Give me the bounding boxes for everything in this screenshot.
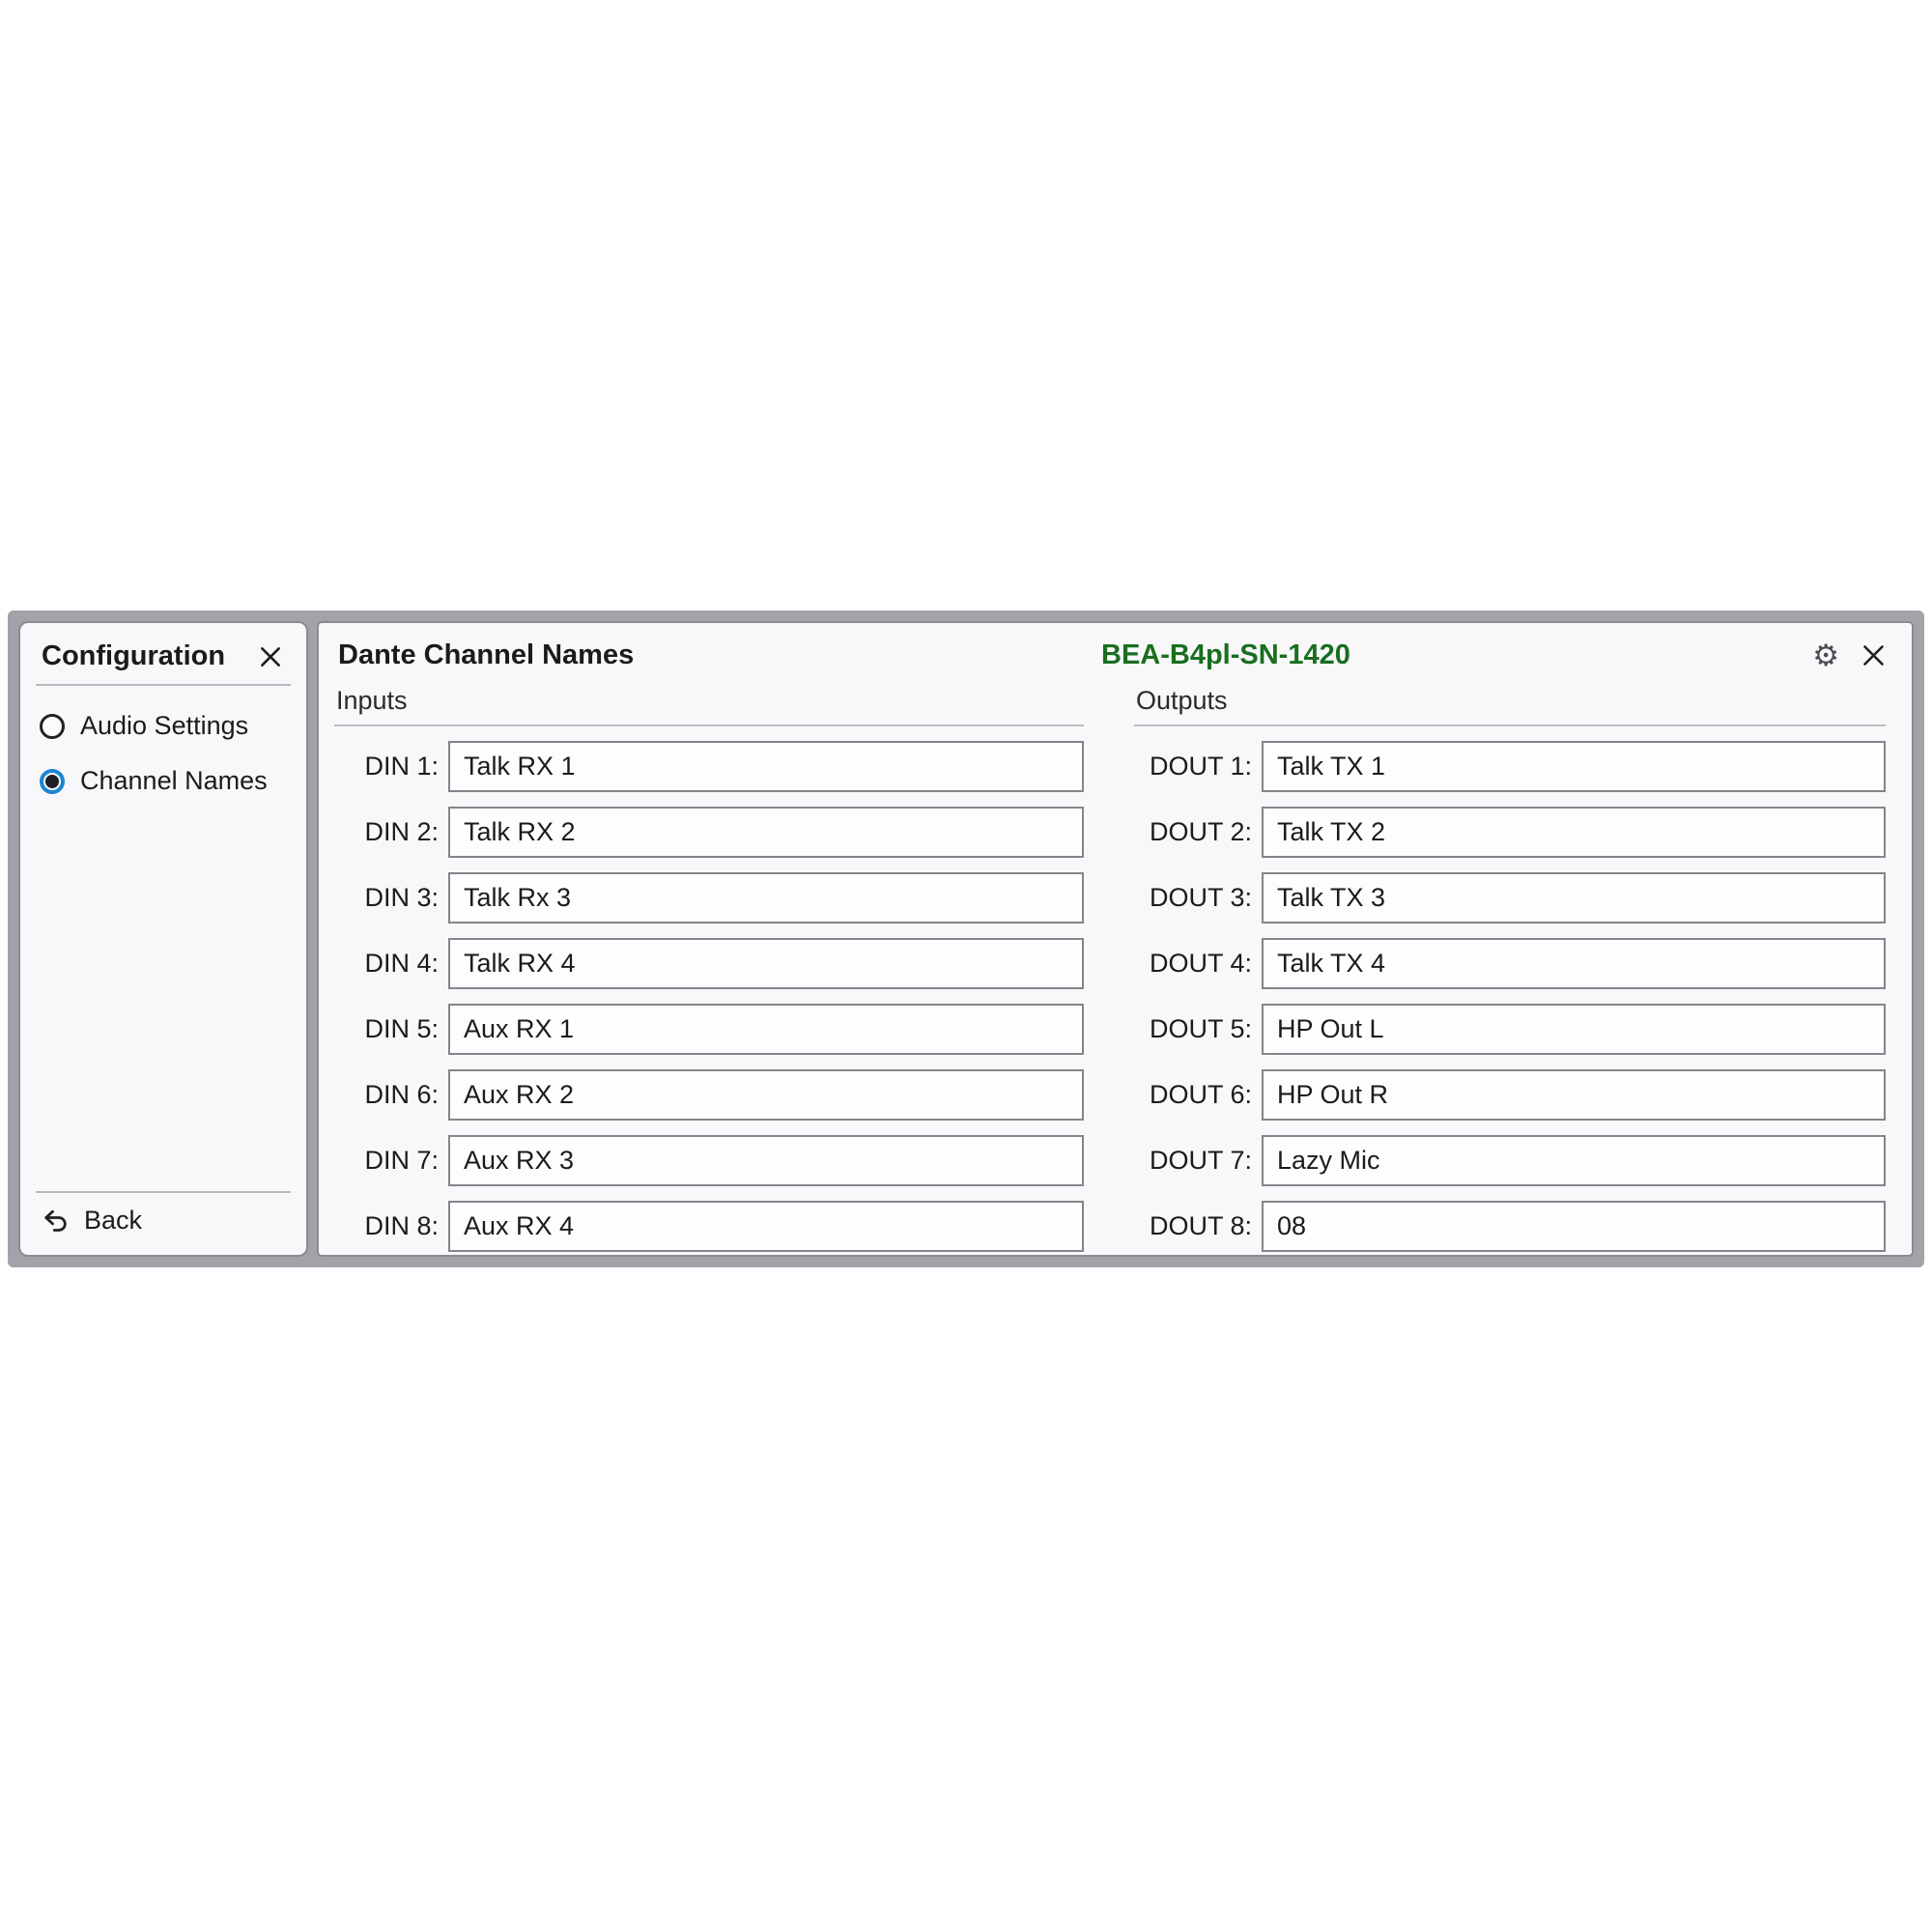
back-arrow-icon xyxy=(42,1208,71,1235)
field-label: DIN 1: xyxy=(364,752,439,781)
field-label: DOUT 7: xyxy=(1149,1146,1252,1175)
din-7-input[interactable] xyxy=(448,1135,1084,1186)
din-1-row xyxy=(334,741,1084,792)
outputs-section-label: Outputs xyxy=(1134,686,1886,726)
radio-button-icon xyxy=(40,714,65,739)
x-icon xyxy=(1861,642,1887,668)
x-icon xyxy=(258,644,283,669)
field-label: DOUT 8: xyxy=(1149,1211,1252,1240)
sidebar-close-button[interactable] xyxy=(256,642,285,671)
din-3-input[interactable] xyxy=(448,872,1084,923)
inputs-column xyxy=(334,686,1084,1266)
dout-6-row xyxy=(1134,1069,1886,1121)
dout-5-input[interactable] xyxy=(1262,1004,1886,1055)
main-header xyxy=(319,623,1912,672)
field-label: DIN 7: xyxy=(364,1146,439,1175)
dout-5-row xyxy=(1134,1004,1886,1055)
sidebar-radio-list xyxy=(40,711,306,796)
configuration-sidebar xyxy=(18,621,308,1257)
panel-close-button[interactable] xyxy=(1859,640,1889,670)
field-label: DIN 2: xyxy=(364,817,439,846)
back-label: Back xyxy=(84,1206,143,1235)
din-5-row xyxy=(334,1004,1084,1055)
dout-3-input[interactable] xyxy=(1262,872,1886,923)
dout-1-input[interactable] xyxy=(1262,741,1886,792)
settings-button[interactable] xyxy=(1810,639,1841,672)
din-5-input[interactable] xyxy=(448,1004,1084,1055)
sidebar-item-channel-names[interactable] xyxy=(40,766,306,796)
gear-icon: ⚙ xyxy=(1812,639,1839,672)
back-button[interactable] xyxy=(20,1193,306,1255)
sidebar-title: Configuration xyxy=(42,640,226,671)
inputs-section-label: Inputs xyxy=(334,686,1084,726)
field-label: DIN 4: xyxy=(364,949,439,978)
outputs-column xyxy=(1134,686,1886,1266)
field-label: DIN 3: xyxy=(364,883,439,912)
din-6-input[interactable] xyxy=(448,1069,1084,1121)
channel-columns xyxy=(319,672,1912,1266)
dout-3-row xyxy=(1134,872,1886,923)
dout-8-input[interactable] xyxy=(1262,1201,1886,1252)
radio-button-icon xyxy=(40,769,65,794)
dout-8-row xyxy=(1134,1201,1886,1252)
dout-6-input[interactable] xyxy=(1262,1069,1886,1121)
din-8-input[interactable] xyxy=(448,1201,1084,1252)
field-label: DOUT 6: xyxy=(1149,1080,1252,1109)
field-label: DIN 8: xyxy=(364,1211,439,1240)
field-label: DOUT 5: xyxy=(1149,1014,1252,1043)
field-label: DIN 6: xyxy=(364,1080,439,1109)
dout-7-row xyxy=(1134,1135,1886,1186)
din-2-input[interactable] xyxy=(448,807,1084,858)
dante-channel-names-panel xyxy=(317,621,1914,1257)
sidebar-item-audio-settings[interactable] xyxy=(40,711,306,741)
sidebar-header xyxy=(20,623,306,684)
dout-7-input[interactable] xyxy=(1262,1135,1886,1186)
field-label: DOUT 2: xyxy=(1149,817,1252,846)
panel-title: Dante Channel Names xyxy=(338,639,635,670)
din-4-input[interactable] xyxy=(448,938,1084,989)
din-1-input[interactable] xyxy=(448,741,1084,792)
radio-label: Audio Settings xyxy=(80,711,249,740)
din-4-row xyxy=(334,938,1084,989)
configuration-window xyxy=(8,611,1924,1267)
dout-4-row xyxy=(1134,938,1886,989)
din-7-row xyxy=(334,1135,1084,1186)
din-6-row xyxy=(334,1069,1084,1121)
field-label: DOUT 1: xyxy=(1149,752,1252,781)
field-label: DIN 5: xyxy=(364,1014,439,1043)
dout-1-row xyxy=(1134,741,1886,792)
radio-label: Channel Names xyxy=(80,766,268,795)
sidebar-title-divider xyxy=(36,684,291,686)
device-name: BEA-B4pl-SN-1420 xyxy=(1101,639,1350,670)
field-label: DOUT 3: xyxy=(1149,883,1252,912)
field-label: DOUT 4: xyxy=(1149,949,1252,978)
din-2-row xyxy=(334,807,1084,858)
dout-4-input[interactable] xyxy=(1262,938,1886,989)
dout-2-input[interactable] xyxy=(1262,807,1886,858)
header-icons xyxy=(1810,639,1889,672)
sidebar-spacer xyxy=(20,796,306,1191)
din-8-row xyxy=(334,1201,1084,1252)
din-3-row xyxy=(334,872,1084,923)
dout-2-row xyxy=(1134,807,1886,858)
